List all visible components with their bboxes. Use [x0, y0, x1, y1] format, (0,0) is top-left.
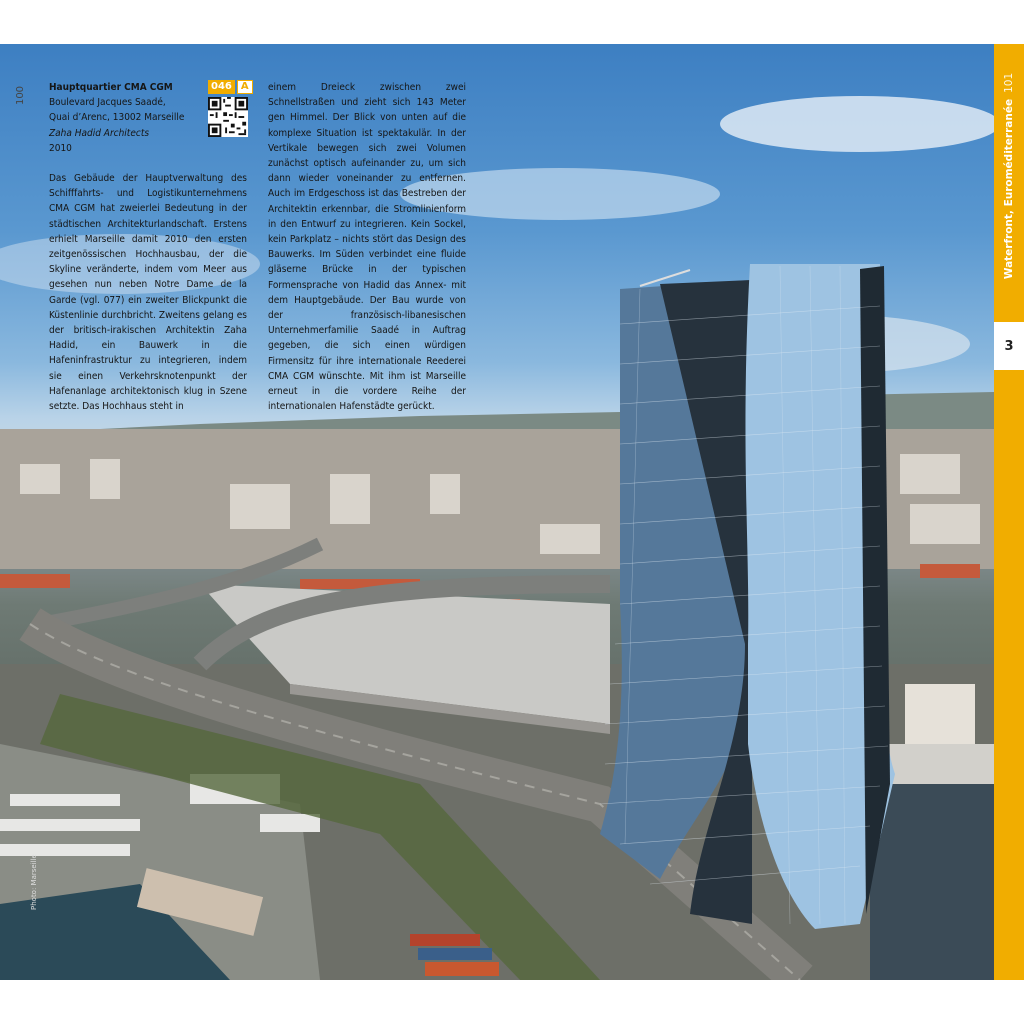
address-line-1: Boulevard Jacques Saadé, [49, 97, 166, 109]
photo-credit: Photo: Marseille [30, 854, 38, 910]
text-column-2 [268, 80, 466, 414]
completion-year: 2010 [49, 142, 72, 154]
body-paragraph-2: einem Dreieck zwischen zwei Schnellstraßen und zieht sich 143 Meter gen Himmel. Der Blick von unten auf die komplexe Situation ist spektakulär. In der Vertikale bewegen sich zwei Volumen zunächst optisch aufeinander zu, um sich dann wieder voneinander zu entfernen. Auch im Erdgeschoss ist das Bestreben der Architektin erkennbar, die Stromlinienform in den Entwurf zu integrieren. Kein Sockel, kein Parkplatz – nichts stört das Design des Bauwerks. Im Süden verbindet eine fluide gläserne Brücke in der typischen Formensprache von Hadid das Annex- mit dem Hauptgebäude. Der Bau wurde von der französisch-libanesischen Unternehmerfamilie Saadé in Auftrag gegeben, die sich einen würdigen Firmensitz für ihre internationale Reederei CMA CGM wünschte. Mit ihm ist Marseille erneut in die vordere Reihe der internationalen Hafenstädte gerückt. [268, 82, 466, 413]
section-title-vertical [1003, 73, 1015, 279]
entry-number-badge: 046 [208, 80, 235, 94]
architect-name: Zaha Hadid Architects [49, 127, 150, 139]
section-title: Waterfront, Euroméditerranée [1003, 98, 1015, 280]
address-line-2: Quai d’Arenc, 13002 Marseille [49, 112, 185, 124]
chapter-tab[interactable] [994, 322, 1024, 370]
entry-title: Hauptquartier CMA CGM [49, 82, 173, 93]
chapter-number: 3 [1004, 338, 1014, 354]
left-page-number: 100 [15, 85, 27, 106]
entry-zone-badge: A [237, 80, 253, 94]
body-paragraph-1: Das Gebäude der Hauptverwaltung des Schifffahrts- und Logistikunternehmens CMA CGM hat zweierlei Bedeutung in der städtischen Architekturlandschaft. Erstens erhielt Marseille damit 2010 den ersten zeitgenössischen Hochhausbau, der die Skyline veränderte, indem vom Meer aus gesehen nun neben Notre Dame de la Garde (vgl. 077) ein zweiter Blickpunkt die Küstenlinie durchbricht. Zweitens gelang es der britisch-irakischen Architektin Zaha Hadid, ein Bauwerk in die Hafeninfrastruktur zu integrieren, indem sie einen Verkehrsknotenpunkt der Hafenanlage architektonisch klug in Szene setzte. Das Hochhaus steht in [49, 173, 247, 413]
entry-badge [208, 80, 253, 94]
right-page-number: 101 [1003, 72, 1015, 93]
qr-code-icon[interactable] [208, 97, 248, 137]
